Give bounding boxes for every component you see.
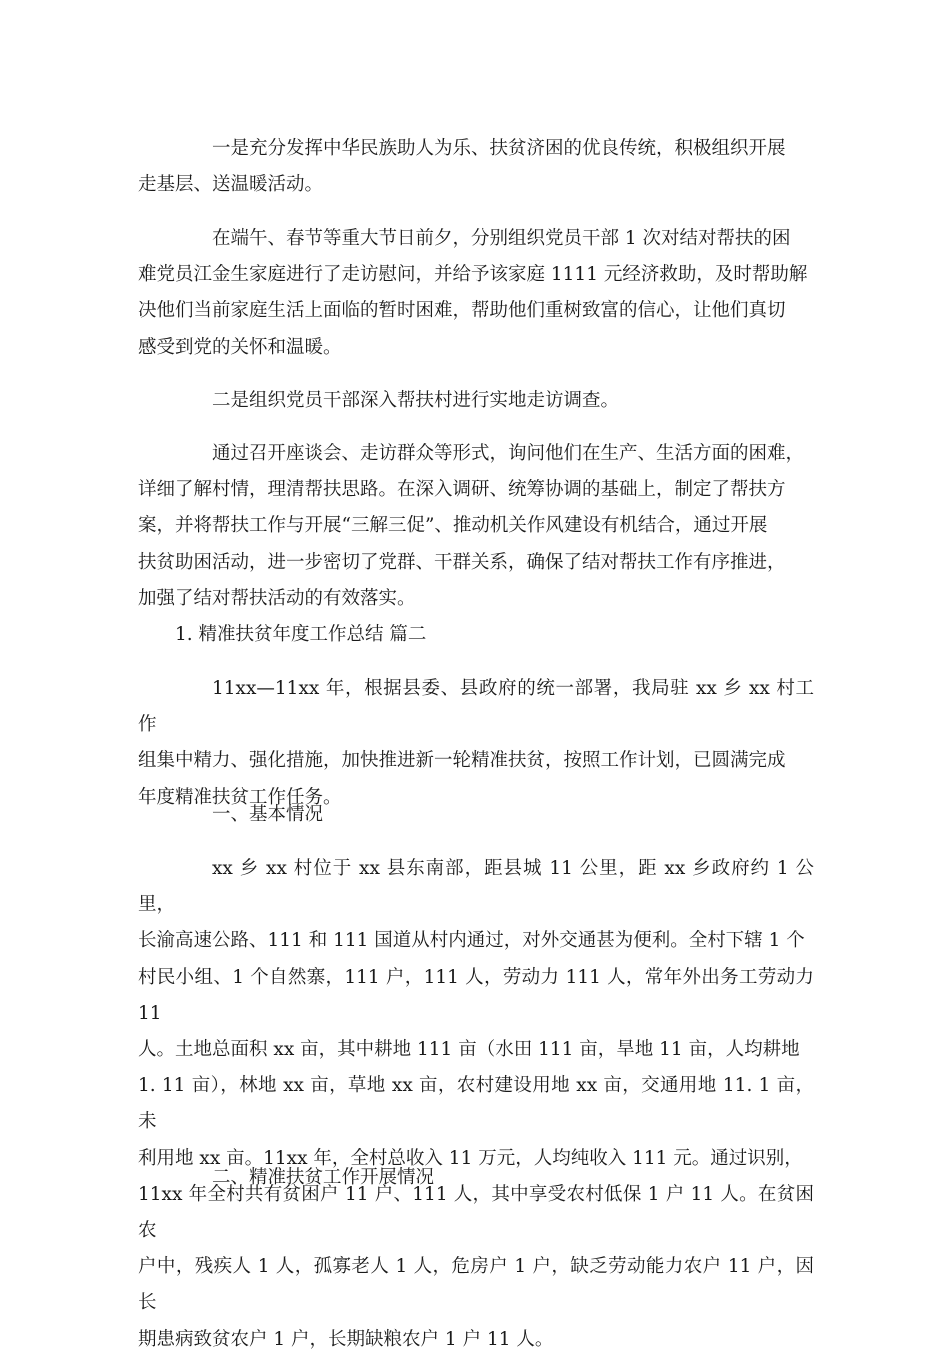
paragraph-second-measure: 二是组织党员干部深入帮扶村进行实地走访调查。 — [212, 390, 620, 411]
paragraph-field-research: 通过召开座谈会、走访群众等形式，询问他们在生产、生活方面的困难， 详细了解村情，理清帮扶思路。在深入调研、统筹协调的基础上，制定了帮扶方 案，并将帮扶工作与开展“三解三促”、推动机关作风建设有机结合，通过开展 扶贫助困活动，进一步密切了党群、干群关系，确保了结对帮扶工作有序推进， 加强了结对帮扶活动的有效落实。 — [138, 443, 805, 609]
paragraph-village-overview: xx 乡 xx 村位于 xx 县东南部，距县城 11 公里，距 xx 乡政府约 1 公里， 长渝高速公路、111 和 111 国道从村内通过，对外交通甚为便利。全村下辖 1 个 村民小组、1 个自然寨，111 户，111 人，劳动力 111 人，常年外出务工劳动力 11 人。土地总面积 xx 亩，其中耕地 111 亩（水田 111 亩，旱地 11 亩，人均耕地 1. 11 亩），林地 xx 亩，草地 xx 亩，农村建设用地 xx 亩，交通用地 11. 1 亩，未 利用地 xx 亩。11xx 年，全村总收入 11 万元，人均纯收入 111 元。通过识别， 11xx 年全村共有贫困户 11 户、111 人，其中享受农村低保 1 户 11 人。在贫困农 户中，残疾人 1 人，孤寡老人 1 人，危房户 1 户，缺乏劳动能力农户 11 户，因长 期患病致贫农户 1 户，长期缺粮农户 1 户 11 人。 — [138, 858, 814, 1350]
paragraph-first-measure: 一是充分发挥中华民族助人为乐、扶贫济困的优良传统，积极组织开展 走基层、送温暖活动。 — [138, 138, 786, 196]
heading-basic-situation: 一、基本情况 — [212, 804, 324, 825]
section-title-part-two: 1. 精准扶贫年度工作总结 篇二 — [175, 624, 427, 645]
paragraph-festival-visits: 在端午、春节等重大节日前夕，分别组织党员干部 1 次对结对帮扶的困 难党员江金生家庭进行了走访慰问，并给予该家庭 1111 元经济救助，及时帮助解 决他们当前家庭生活上面临的暂时困难，帮助他们重树致富的信心，让他们真切 感受到党的关怀和温暖。 — [138, 228, 808, 358]
paragraph-annual-summary: 11xx—11xx 年，根据县委、县政府的统一部署，我局驻 xx 乡 xx 村工作 组集中精力、强化措施，加快推进新一轮精准扶贫，按照工作计划，已圆满完成 年度精准扶贫工作任务。 — [138, 678, 814, 808]
heading-work-progress: 二、精准扶贫工作开展情况 — [212, 1167, 435, 1188]
